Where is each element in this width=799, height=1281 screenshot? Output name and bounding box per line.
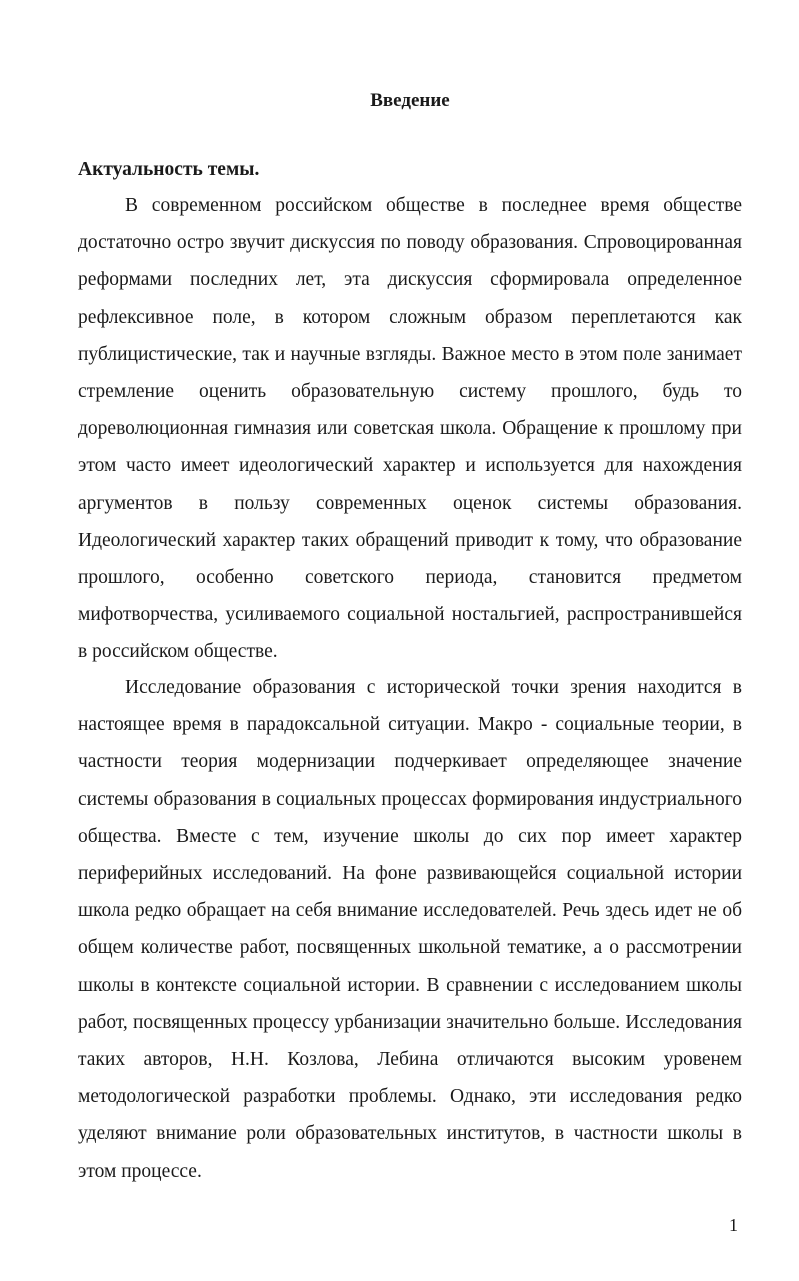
paragraph-research-state: Исследование образования с исторической точки зрения находится в настоящее время в парадоксальной ситуации. Макро - социальные теории, в частности теория модернизации подчеркивает определяющее значение системы образования в социальных процессах формирования индустриального общества. Вместе с тем, изучение школы до сих пор имеет характер периферийных исследований. На фоне развивающейся социальной истории школа редко обращает на себя внимание исследователей. Речь здесь идет не об общем количестве работ, посвященных школьной тематике, а о рассмотрении школы в контексте социальной истории. В сравнении с исследованием школы работ, посвященных процессу урбанизации значительно больше. Исследования таких авторов, Н.Н. Козлова, Лебина отличаются высоким уровенем методологической разработки проблемы. Однако, эти исследования редко уделяют внимание роли образовательных институтов, в частности школы в этом процессе.	[78, 677, 742, 1182]
page-number: 1	[729, 1215, 738, 1235]
section-heading: Актуальность темы.	[78, 159, 260, 180]
paragraph-relevance: В современном российском обществе в последнее время обществе достаточно остро звучит дискуссия по поводу образования. Спровоцированная реформами последних лет, эта дискуссия сформировала определенное рефлексивное поле, в котором сложным образом переплетаются как публицистические, так и научные взгляды. Важное место в этом поле занимает стремление оценить образовательную систему прошлого, будь то дореволюционная гимназия или советская школа. Обращение к прошлому при этом часто имеет идеологический характер и используется для нахождения аргументов в пользу современных оценок системы образования. Идеологический характер таких обращений приводит к тому, что образование прошлого, особенно советского периода, становится предметом мифотворчества, усиливаемого социальной ностальгией, распространившейся в российском обществе.	[78, 195, 742, 663]
page-title: Введение	[370, 90, 450, 111]
